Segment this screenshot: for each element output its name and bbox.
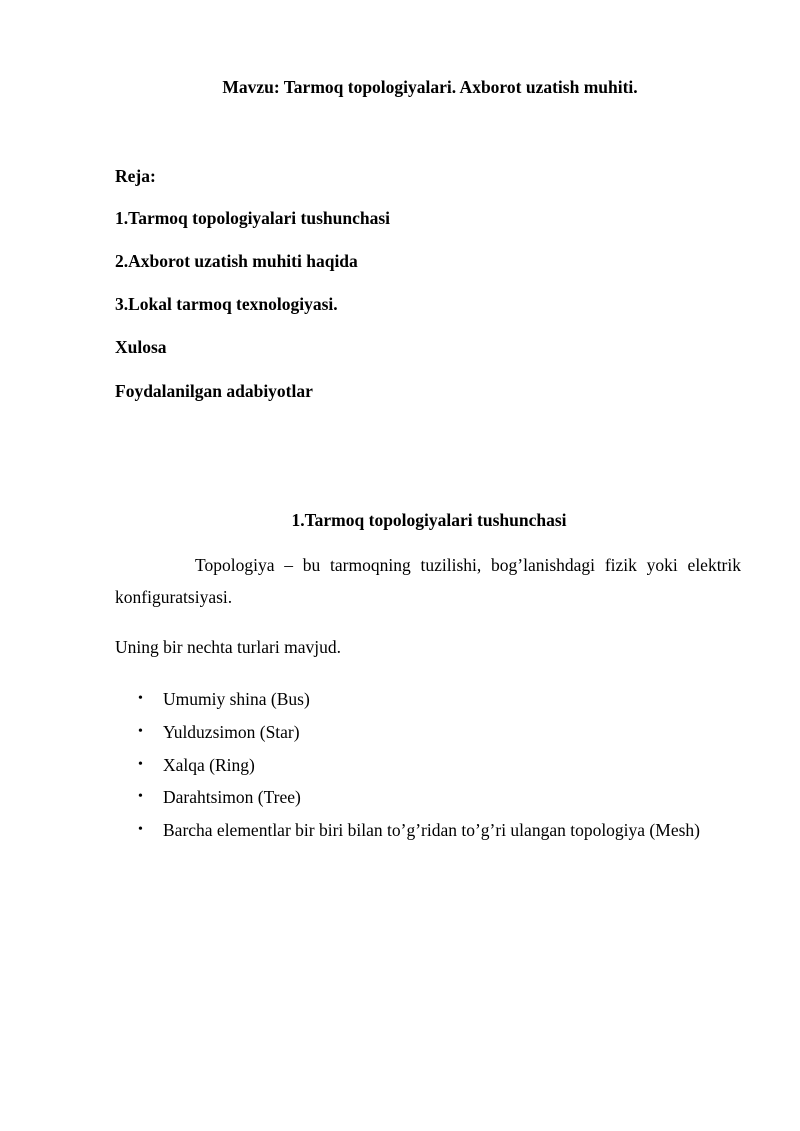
bullet-icon: • xyxy=(138,789,143,804)
plan-item: 2.Axborot uzatish muhiti haqida xyxy=(115,251,358,271)
bullet-icon: • xyxy=(138,724,143,739)
list-item-text: Xalqa (Ring) xyxy=(163,755,255,775)
topology-definition-paragraph: Topologiya – bu tarmoqning tuzilishi, bog’lanishdagi fizik yoki elektrik konfiguratsiyasi. xyxy=(115,555,741,607)
plan-item: 3.Lokal tarmoq texnologiyasi. xyxy=(115,294,338,314)
plan-heading: Reja: xyxy=(115,166,156,186)
bullet-icon: • xyxy=(138,691,143,706)
document-title: Mavzu: Tarmoq topologiyalari. Axborot uzatish muhiti. xyxy=(222,77,638,97)
bullet-icon: • xyxy=(138,757,143,772)
plan-item: Xulosa xyxy=(115,337,167,357)
plan-item: 1.Tarmoq topologiyalari tushunchasi xyxy=(115,208,391,228)
section-heading: 1.Tarmoq topologiyalari tushunchasi xyxy=(291,510,567,530)
list-item-text: Umumiy shina (Bus) xyxy=(163,689,310,709)
list-item-text: Darahtsimon (Tree) xyxy=(163,787,301,807)
types-intro-text: Uning bir nechta turlari mavjud. xyxy=(115,637,341,657)
bullet-icon: • xyxy=(138,822,143,837)
plan-item: Foydalanilgan adabiyotlar xyxy=(115,381,313,401)
list-item-text: Yulduzsimon (Star) xyxy=(163,722,300,742)
list-item-text: Barcha elementlar bir biri bilan to’g’ridan to’g’ri ulangan topologiya (Mesh) xyxy=(163,820,700,840)
